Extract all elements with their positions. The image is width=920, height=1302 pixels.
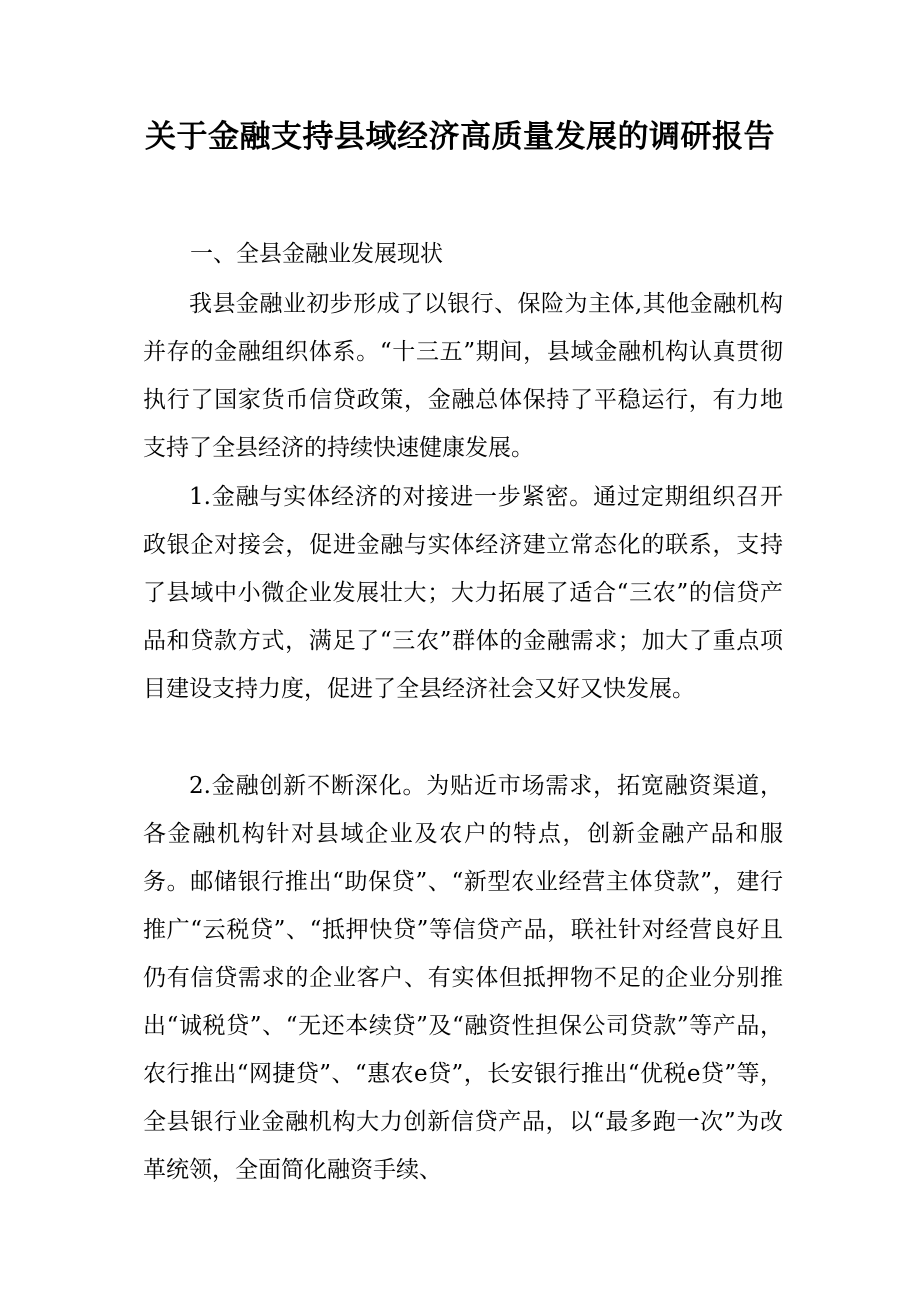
paragraph-point-2: 2.金融创新不断深化。为贴近市场需求，拓宽融资渠道，各金融机构针对县域企业及农户的特点，创新金融产品和服务。邮储银行推出“助保贷”、“新型农业经营主体贷款”，建行推广“云税贷”、“抵押快贷”等信贷产品，联社针对经营良好且仍有信贷需求的企业客户、有实体但抵押物不足的企业分别推出“诚税贷”、“无还本续贷”及“融资性担保公司贷款”等产品，农行推出“网捷贷”、“惠农e贷”，长安银行推出“优税e贷”等，全县银行业金融机构大力创新信贷产品，以“最多跑一次”为改革统领，全面简化融资手续、 xyxy=(143,773,783,1183)
section-heading: 一、全县金融业发展现状 xyxy=(190,241,443,267)
document-title: 关于金融支持县域经济高质量发展的调研报告 xyxy=(145,119,775,155)
paragraph-point-1: 1.金融与实体经济的对接进一步紧密。通过定期组织召开政银企对接会，促进金融与实体经济建立常态化的联系，支持了县域中小微企业发展壮大；大力拓展了适合“三农”的信贷产品和贷款方式，满足了“三农”群体的金融需求；加大了重点项目建设支持力度，促进了全县经济社会又好又快发展。 xyxy=(143,484,783,702)
paragraph-overview: 我县金融业初步形成了以银行、保险为主体,其他金融机构并存的金融组织体系。“十三五”期间，县域金融机构认真贯彻执行了国家货币信贷政策，金融总体保持了平稳运行，有力地支持了全县经济的持续快速健康发展。 xyxy=(143,291,783,461)
